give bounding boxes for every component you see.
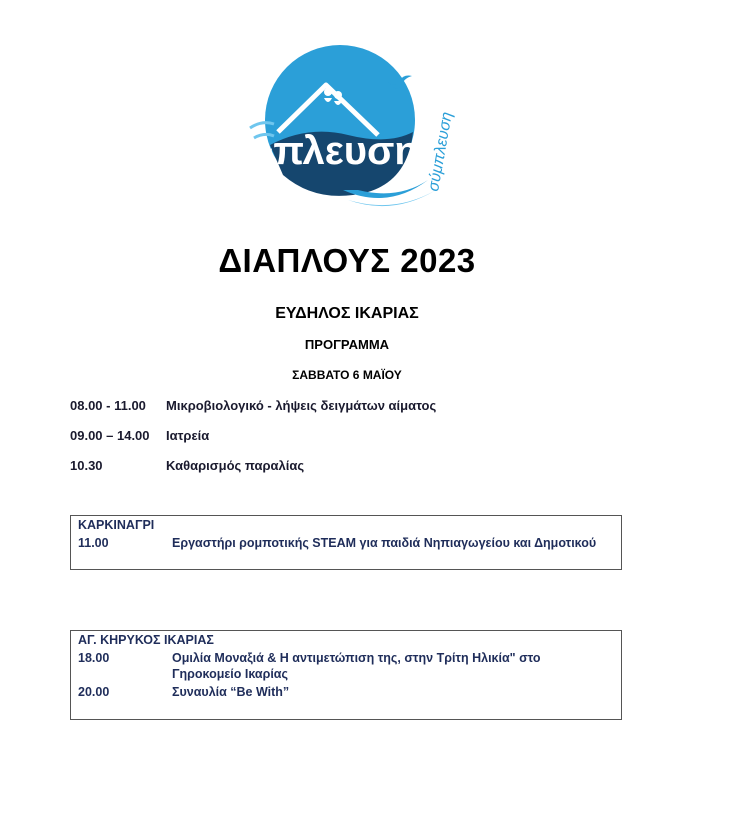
entry-time: 20.00 <box>78 685 110 699</box>
schedule-time: 08.00 - 11.00 <box>70 398 146 413</box>
program-heading: ΠΡΟΓΡΑΜΜΑ <box>304 337 390 352</box>
venue-box-karkinagri <box>70 515 622 570</box>
entry-time: 18.00 <box>78 651 110 665</box>
venue-box-ag-kirykos <box>70 630 622 720</box>
venue-entry <box>78 650 614 682</box>
venue-entry <box>78 535 614 551</box>
logo-tagline: σύμπλευση <box>425 110 456 193</box>
entry-activity: Εργαστήρι ρομποτικής STEAM για παιδιά Νηπιαγωγείου και Δημοτικού <box>172 536 597 550</box>
schedule-activity: Μικροβιολογικό - λήψεις δειγμάτων αίματος <box>166 398 437 413</box>
logo-brand-text: +πλευση <box>250 129 419 173</box>
venue-name: ΚΑΡΚΙΝΑΓΡΙ <box>78 518 155 532</box>
venue-entry <box>78 684 614 700</box>
schedule-row <box>70 428 209 443</box>
entry-activity: Ομιλία Μοναξιά & Η αντιμετώπιση της, στην Τρίτη Ηλικία" στο Γηροκομείο Ικαρίας <box>172 651 541 681</box>
date-heading: ΣΑΒΒΑΤΟ 6 ΜΑΪΟΥ <box>292 368 402 382</box>
logo-graphic <box>248 40 458 215</box>
entry-time: 11.00 <box>78 536 109 550</box>
schedule-row <box>70 398 436 413</box>
schedule-time: 09.00 – 14.00 <box>70 428 150 443</box>
entry-activity: Συναυλία “Be With” <box>172 685 290 699</box>
page-title: ΔΙΑΠΛΟΥΣ 2023 <box>218 242 476 279</box>
location-heading: ΕΥΔΗΛΟΣ ΙΚΑΡΙΑΣ <box>275 305 419 322</box>
plefsi-logo <box>248 40 458 215</box>
schedule-activity: Ιατρεία <box>166 428 210 443</box>
schedule-row <box>70 458 304 473</box>
schedule-activity: Καθαρισμός παραλίας <box>166 458 305 473</box>
schedule-time: 10.30 <box>70 458 103 473</box>
venue-name: ΑΓ. ΚΗΡΥΚΟΣ ΙΚΑΡΙΑΣ <box>78 633 214 647</box>
